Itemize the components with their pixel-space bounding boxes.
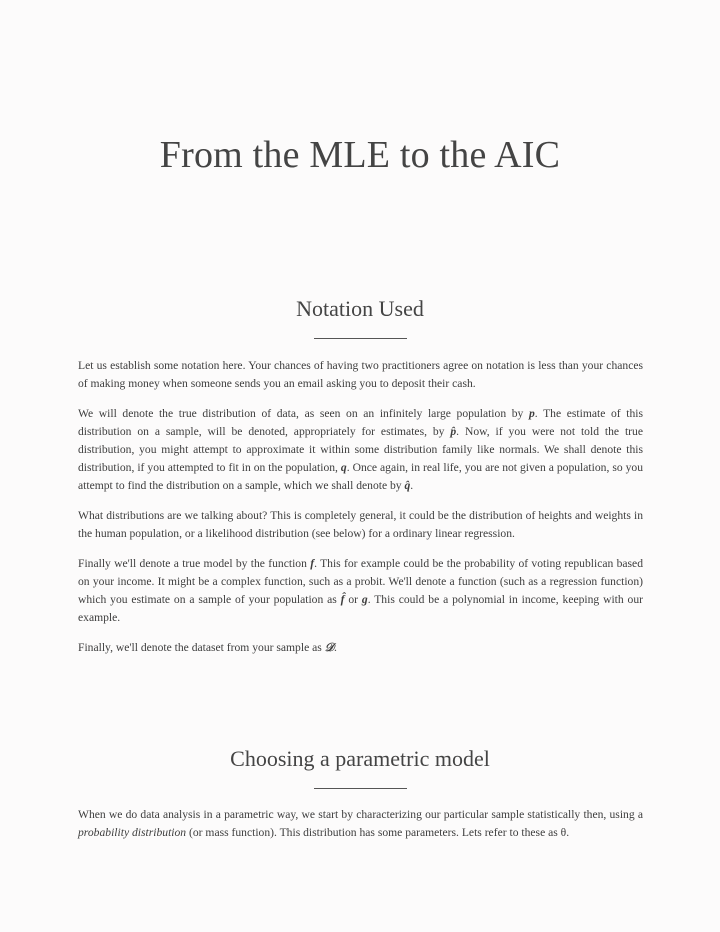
- paragraph: Let us establish some notation here. Your chances of having two practitioners agree on notation is less than your chances of making money when someone sends you an email asking you to deposit their cash.: [78, 359, 643, 390]
- section-heading-notation: Notation Used: [296, 296, 424, 321]
- heading-underline: [314, 338, 407, 339]
- paragraph: We will denote the true distribution of data, as seen on an infinitely large population by p. The estimate of this distribution on a sample, will be denoted, appropriately for estimates, by p̂. Now, if you were not told the true distribution, you might attempt to approximate it within some distribution family like normals. We shall denote this distribution, if you attempted to fit in on the population, q. Once again, in real life, you are not given a population, so you attempt to find the distribution on a sample, which we shall denote by q̂.: [78, 407, 643, 492]
- section-body-parametric-model: [78, 806, 643, 854]
- math-symbol: q̂: [404, 479, 411, 492]
- section-heading-parametric-model: Choosing a parametric model: [230, 746, 490, 771]
- math-symbol: g: [361, 593, 368, 606]
- emphasis: probability distribution: [78, 826, 187, 839]
- section-body-notation: [78, 357, 643, 669]
- math-symbol: q: [340, 461, 347, 474]
- paragraph: Finally, we'll denote the dataset from your sample as 𝒟.: [78, 641, 337, 654]
- paragraph: What distributions are we talking about? This is completely general, it could be the distribution of heights and weights in the human population, or a likelihood distribution (see below) for a ordinary linear regression.: [78, 509, 643, 540]
- page-title: From the MLE to the AIC: [159, 134, 561, 177]
- heading-underline: [314, 788, 407, 789]
- paragraph: When we do data analysis in a parametric way, we start by characterizing our particular sample statistically then, using a probability distribution (or mass function). This distribution has some parameters. Lets refer to these as θ.: [78, 808, 643, 839]
- math-symbol: 𝒟: [324, 641, 334, 654]
- math-symbol: p̂: [450, 425, 457, 438]
- math-symbol: p: [528, 407, 535, 420]
- math-symbol: f̂: [340, 593, 345, 606]
- math-symbol: f: [310, 557, 315, 570]
- paragraph: Finally we'll denote a true model by the function f. This for example could be the probability of voting republican based on your income. It might be a complex function, such as a probit. We'll denote a function (such as a regression function) which you estimate on a sample of your population as f̂ or g. This could be a polynomial in income, keeping with our example.: [78, 557, 644, 624]
